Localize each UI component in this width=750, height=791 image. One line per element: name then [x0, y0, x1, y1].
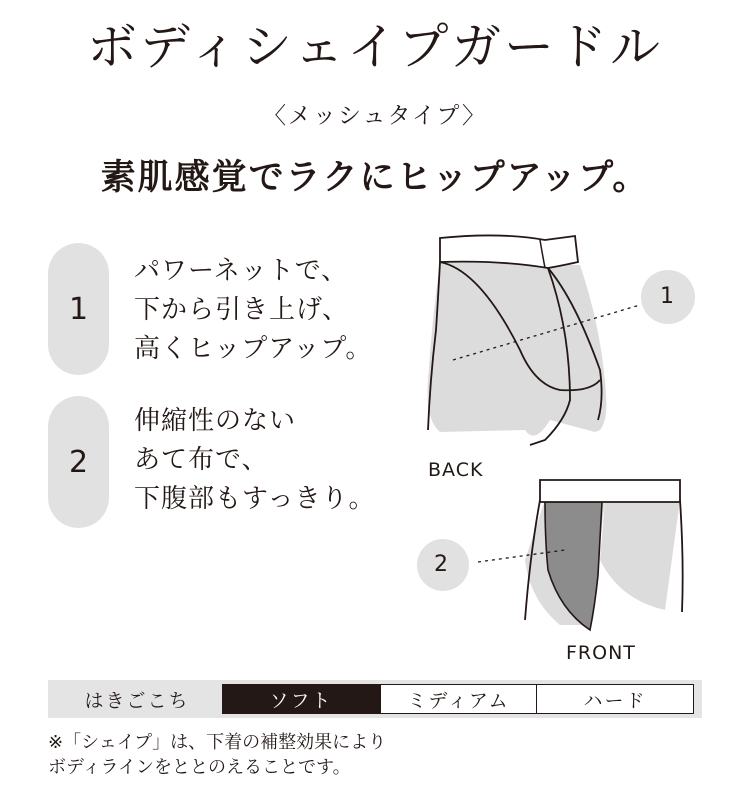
feature-line: 高くヒップアップ。 — [134, 334, 373, 364]
feature-line: 下から引き上げ、 — [134, 295, 349, 325]
front-label: FRONT — [566, 642, 636, 664]
back-label: BACK — [428, 459, 484, 481]
feature-line: パワーネットで、 — [134, 256, 349, 286]
fit-option-medium: ミディアム — [380, 684, 537, 714]
marker-2-label: 2 — [434, 552, 449, 577]
footnote-line: ※「シェイプ」は、下着の補整効果により — [48, 732, 387, 753]
footnote — [48, 730, 386, 780]
feature-line: 下腹部もすっきり。 — [134, 484, 376, 514]
fit-scale — [48, 680, 702, 718]
page-title: ボディシェイプガードル — [87, 18, 663, 76]
girdle-front-illustration — [417, 480, 683, 630]
fit-scale-label: はきごこち — [84, 689, 190, 712]
girdle-back-illustration — [428, 235, 696, 445]
fit-option-hard: ハード — [537, 684, 694, 714]
footnote-line: ボディラインをととのえることです。 — [48, 757, 351, 778]
feature-line: あて布で、 — [134, 445, 269, 475]
feature-number-badge: 2 — [48, 396, 109, 528]
feature-line: 伸縮性のない — [134, 406, 297, 436]
tagline: 素肌感覚でラクにヒップアップ。 — [100, 157, 650, 198]
page-subtitle: 〈メッシュタイプ〉 — [262, 103, 488, 129]
marker-1-label: 1 — [660, 284, 675, 309]
fit-option-soft: ソフト — [222, 684, 380, 714]
feature-number-badge: 1 — [48, 243, 109, 375]
